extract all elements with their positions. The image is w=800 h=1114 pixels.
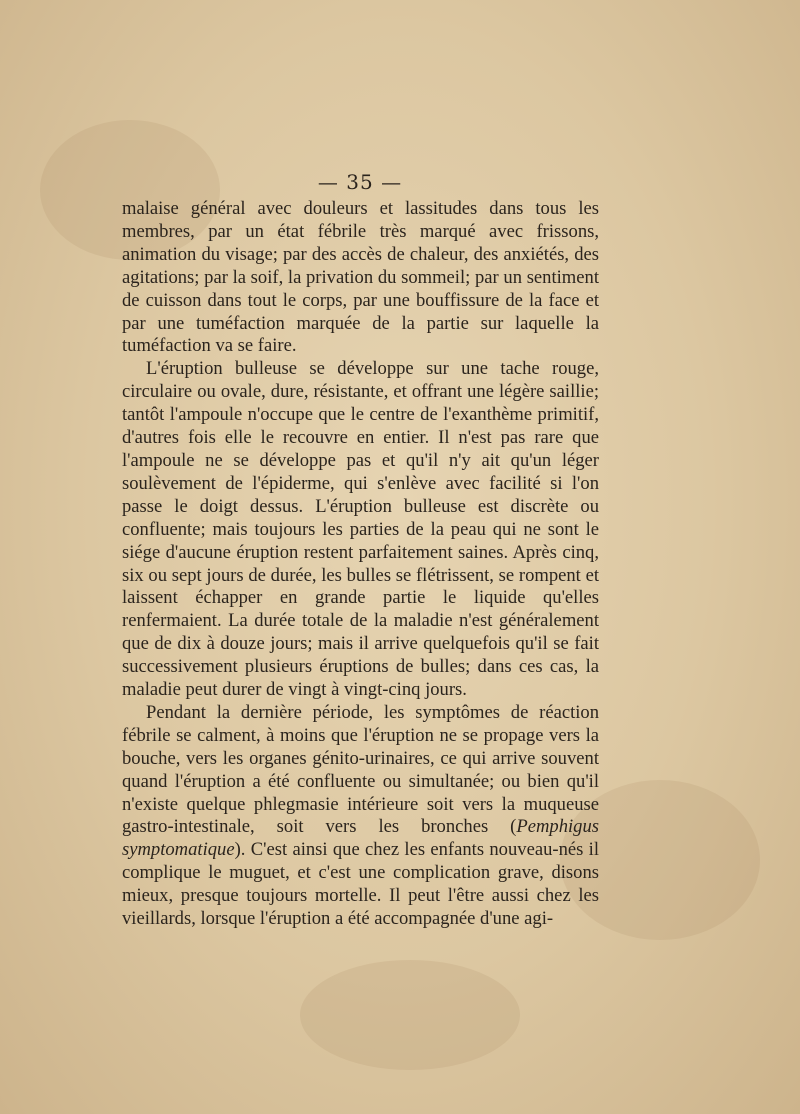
paper-stain xyxy=(300,960,520,1070)
paragraph-3 xyxy=(122,702,599,931)
text-segment: L'éruption bulleuse se développe sur une tache rouge, circulaire ou ovale, dure, résistante, et offrant une légère saillie; tantôt l'ampoule n'occupe que le centre de l'exanthème primitif, d'autres fois elle le recouvre en entier. Il n'est pas rare que l'ampoule ne se développe pas et qu'il n'y ait qu'un léger soulèvement de l'épiderme, qui s'enlève avec facilité si l'on passe le doigt dessus. L'éruption bulleuse est discrète ou confluente; mais toujours les parties de la peau qui ne sont le siége d'aucune éruption restent parfaitement saines. Après cinq, six ou sept jours de durée, les bulles se flétrissent, se rompent et laissent échapper en grande partie le liquide qu'elles renfermaient. La durée totale de la maladie n'est généralement que de dix à douze jours; mais il arrive quelquefois qu'il se fait successivement plusieurs éruptions de bulles; dans ces cas, la maladie peut durer de vingt à vingt-cinq jours. xyxy=(122,358,599,701)
paragraph-1 xyxy=(122,198,599,358)
page-number: — 35 — xyxy=(317,170,403,194)
text-segment: Pendant la dernière période, les symptômes de réaction fébrile se calment, à moins que l'éruption ne se propage vers la bouche, vers les organes génito-urinaires, ce qui arrive souvent quand l'éruption a été confluente ou simultanée; ou bien qu'il n'existe quelque phlegmasie intérieure soit vers la muqueuse gastro-intestinale, soit vers les bronches ( xyxy=(122,701,599,838)
body-text xyxy=(122,198,599,931)
text-segment: malaise général avec douleurs et lassitudes dans tous les membres, par un état fébrile très marqué avec frissons, animation du visage; par des accès de chaleur, des anxiétés, des agitations; par la soif, la privation du sommeil; par un sentiment de cuisson dans tout le corps, par une bouffissure de la face et par une tuméfaction marquée de la partie sur laquelle la tuméfaction va se faire. xyxy=(122,198,599,357)
paragraph-2 xyxy=(122,358,599,702)
text-segment: ). C'est ainsi que chez les enfants nouveau-nés il complique le muguet, et c'est une complication grave, disons mieux, presque toujours mortelle. Il peut l'être aussi chez les vieillards, lorsque l'éruption a été accompagnée d'une agi- xyxy=(122,839,599,930)
italic-term: Pemphigus symptomatique xyxy=(122,816,599,861)
